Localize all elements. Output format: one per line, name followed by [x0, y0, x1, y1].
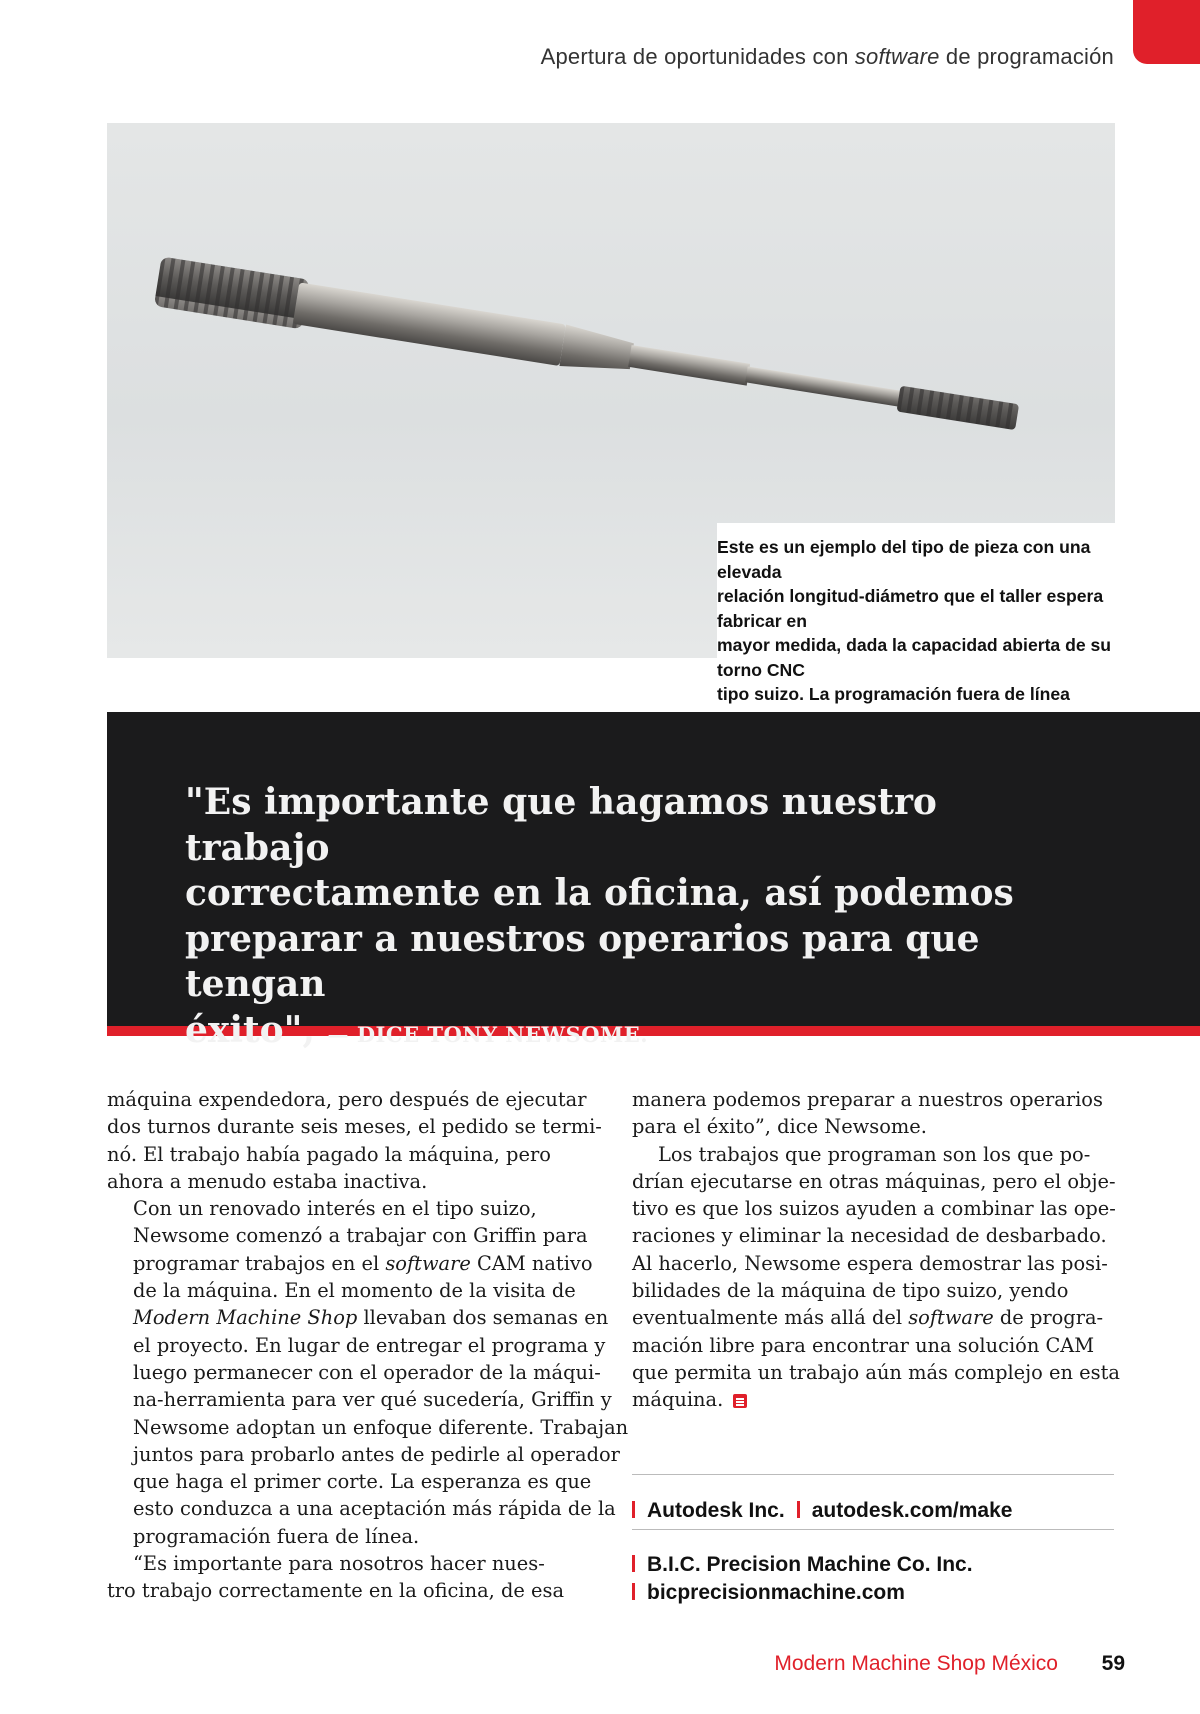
separator-bar: [632, 1583, 635, 1600]
paragraph: “Es importante para nosotros hacer nues- tro trabajo correctamente en la oficina, de esa: [107, 1552, 565, 1603]
divider: [632, 1529, 1114, 1530]
separator-bar: [632, 1501, 635, 1518]
running-header: Apertura de oportunidades con software de programación: [540, 44, 1114, 69]
section-tab: [1133, 0, 1200, 64]
source-url[interactable]: autodesk.com/make: [811, 1499, 1013, 1522]
paragraph: máquina expendedora, pero después de ejecutar dos turnos durante seis meses, el pedido se termi- nó. El trabajo había pagado la máquina, pero ahora a menudo estaba inactiva.: [107, 1088, 602, 1193]
page-number: 59: [1101, 1652, 1125, 1675]
paragraph: Con un renovado interés en el tipo suizo, Newsome comenzó a trabajar con Griffin para programar trabajos en el software CAM nativo de la máquina. En el momento de la visita de Modern Machine Shop llevaban dos semanas en el proyecto. En lugar de entregar el programa y luego permanecer con el operador de la máqui- na-herramienta para ver qué sucedería, Griffin y Newsome adoptan un enfoque diferente. Trabajan juntos para probarlo antes de pedirle al operador que haga el primer corte. La esperanza es que esto conduzca a una aceptación más rápida de la programación fuera de línea.: [133, 1197, 629, 1548]
end-of-article-icon: [733, 1394, 747, 1408]
separator-bar: [797, 1501, 800, 1518]
source-bic: [632, 1551, 1114, 1607]
divider: [632, 1474, 1114, 1475]
main-shaft: [293, 282, 566, 366]
right-thread: [897, 386, 1020, 430]
pull-quote: "Es importante que hagamos nuestro trabajo correctamente en la oficina, así podemos preparar a nuestros operarios para que tengan éxito", — DICE TONY NEWSOME.: [185, 781, 1014, 1051]
footer-publication: Modern Machine Shop México: [774, 1652, 1058, 1675]
paragraph: Los trabajos que programan son los que po- drían ejecutarse en otras máquinas, pero el obje- tivo es que los suizos ayuden a combinar las ope- raciones y eliminar la necesidad de desbarbado. Al hacerlo, Newsome espera demostrar las posi- bilidades de la máquina de tipo suizo, yendo eventualmente más allá del software de progra- mación libre para encontrar una solución CAM que permita un trabajo aún más complejo en esta máquina.: [632, 1142, 1120, 1412]
body-column-right: [632, 1086, 1120, 1414]
paragraph: manera podemos preparar a nuestros operarios para el éxito”, dice Newsome.: [632, 1088, 1103, 1139]
pull-quote-box: [107, 712, 1200, 1051]
photo-caption: Este es un ejemplo del tipo de pieza con una elevada relación longitud-diámetro que el taller espera fabricar en mayor medida, dada la capacidad abierta de su torno CNC tipo suizo. La programación fuera de línea: [717, 523, 1115, 670]
source-name: Autodesk Inc.: [647, 1499, 785, 1522]
thin-shaft: [745, 366, 906, 407]
separator-bar: [632, 1555, 635, 1572]
neck-section: [628, 345, 750, 386]
body-column-left: [107, 1086, 629, 1605]
source-name: B.I.C. Precision Machine Co. Inc.: [647, 1553, 973, 1576]
quote-attribution: — DICE TONY NEWSOME.: [327, 1021, 649, 1047]
left-thread: [154, 256, 310, 329]
source-autodesk: [632, 1497, 1114, 1525]
source-url[interactable]: bicprecisionmachine.com: [647, 1581, 905, 1604]
part-photo: [107, 123, 1115, 704]
